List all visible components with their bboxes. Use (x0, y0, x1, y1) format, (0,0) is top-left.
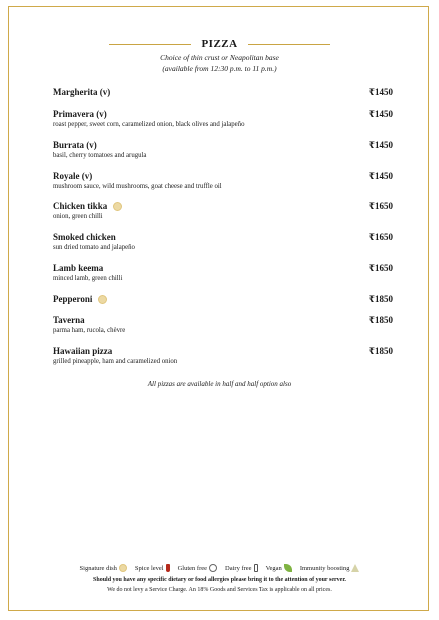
title-row (9, 37, 430, 51)
menu-item (53, 294, 393, 305)
dairy-free-icon (254, 564, 258, 572)
item-name: Lamb keema (53, 263, 104, 273)
legend-signature (80, 564, 127, 572)
item-price: ₹1850 (368, 294, 393, 304)
item-description: minced lamb, green chilli (53, 275, 123, 282)
immunity-icon (351, 564, 359, 572)
legend-spice (135, 564, 170, 572)
chilli-icon (166, 564, 170, 572)
item-description: mushroom sauce, wild mushrooms, goat cheese and truffle oil (53, 183, 222, 190)
legend-gluten (178, 564, 217, 572)
item-name: Pepperoni (53, 294, 93, 304)
menu-item (53, 315, 393, 335)
item-price: ₹1450 (368, 87, 393, 97)
legend-label: Dairy free (225, 564, 252, 572)
tax-notice: We do not levy a Service Charge. An 18% Goods and Services Tax is applicable on all prices. (107, 587, 332, 593)
legend-label: Signature dish (79, 564, 117, 572)
menu-item (53, 346, 393, 366)
item-price: ₹1450 (368, 140, 393, 150)
item-name: Margherita (v) (53, 87, 111, 97)
menu-item (53, 232, 393, 252)
menu-item (53, 109, 393, 129)
item-name: Primavera (v) (53, 109, 107, 119)
subtitle-base: Choice of thin crust or Neapolitan base (160, 53, 279, 62)
menu-item (53, 263, 393, 283)
legend-label: Gluten free (177, 564, 208, 572)
item-name: Taverna (53, 315, 85, 325)
signature-dish-icon (119, 564, 127, 572)
title-divider-left (109, 44, 191, 45)
leaf-icon (284, 564, 292, 572)
item-price: ₹1850 (368, 346, 393, 356)
item-name: Royale (v) (53, 171, 93, 181)
item-price: ₹1650 (368, 232, 393, 242)
item-description: roast pepper, sweet corn, caramelized onion, black olives and jalapeño (53, 121, 245, 128)
subtitle-hours: (available from 12:30 p.m. to 11 p.m.) (162, 64, 277, 73)
legend-immunity (300, 564, 360, 572)
item-name: Burrata (v) (53, 140, 97, 150)
allergy-notice: Should you have any specific dietary or food allergies please bring it to the attention of your server. (93, 577, 346, 583)
item-price: ₹1850 (368, 315, 393, 325)
item-price: ₹1650 (368, 263, 393, 273)
half-and-half-note: All pizzas are available in half and half option also (147, 380, 292, 388)
item-description: onion, green chilli (53, 213, 103, 220)
legend-label: Spice level (134, 564, 164, 572)
gluten-free-icon (209, 564, 217, 572)
item-price: ₹1450 (368, 171, 393, 181)
item-description: basil, cherry tomatoes and arugula (53, 152, 147, 159)
item-description: parma ham, rucola, chèvre (53, 327, 126, 334)
legend-dairy (225, 564, 258, 572)
menu-item (53, 171, 393, 191)
menu-page (8, 6, 429, 611)
legend-vegan (266, 564, 292, 572)
legend-label: Immunity boosting (299, 564, 350, 572)
menu-item (53, 140, 393, 160)
signature-dish-icon (98, 295, 107, 304)
item-name: Smoked chicken (53, 232, 116, 242)
menu-item (53, 201, 393, 221)
page-title: PIZZA (201, 38, 238, 50)
item-description: sun dried tomato and jalapeño (53, 244, 135, 251)
dietary-legend (9, 564, 430, 572)
item-price: ₹1450 (368, 109, 393, 119)
item-name: Hawaiian pizza (53, 346, 113, 356)
title-divider-right (248, 44, 330, 45)
item-price: ₹1650 (368, 201, 393, 211)
signature-dish-icon (113, 202, 122, 211)
legend-label: Vegan (265, 564, 282, 572)
item-name: Chicken tikka (53, 201, 108, 211)
item-description: grilled pineapple, ham and caramelized onion (53, 358, 178, 365)
menu-item (53, 87, 393, 98)
